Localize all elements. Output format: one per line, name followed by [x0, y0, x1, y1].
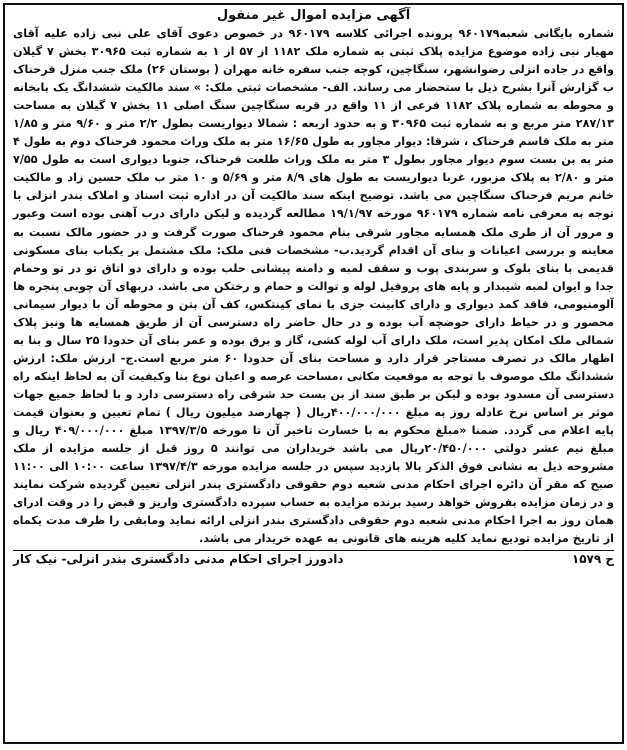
- notice-footer: [13, 551, 614, 568]
- footer-reference: ح ۱۵۷۹: [571, 552, 614, 567]
- notice-title: آگهی مزایده اموال غیر منقول: [216, 8, 411, 23]
- auction-notice: [3, 3, 624, 744]
- notice-body: شماره بایگانی شعبه۹۶۰۱۷۹ پرونده اجرائی کلاسه ۹۶۰۱۷۹ در خصوص دعوی آقای علی نبی زاده علیه آقای مهیار نبی زاده موضوع مزایده پلاک ثبتی به شماره ملک ۱۱۸۲ از ۵۷ از ۱ به شماره ثبت ۳۰۹۶۵ بخش ۷ گیلان واقع در جاده انزلی رضوانشهر، سنگاچین، کوچه جنب سفره خانه مهران ( بوستان ۲۶) ملک جنب منزل فرحناک ب گزارش آنرا بشرح ذیل با ستحضار می رساند. الف- مشخصات ثبتی ملک: » سند مالکیت ششدانگ یک بابخانه و محوطه به شماره پلاک ۱۱۸۲ فرعی از ۱۱ واقع در قریه سنگاچین سنگ اصلی ۱۱ بخش ۷ گیلان به مساحت ۲۸۷/۱۳ متر مربع و به شماره ثبت ۳۰۹۶۵ و به حدود اربعه : شمالا دیواریست بطول ۲/۲ متر و ۹/۶۰ متر و ۱/۸۵ متر به ملک قاسم فرحناک ، شرقا: دیوار مجاور به طول ۱۶/۶۵ متر به ملک وراث محمود فرحناک دوم به طول ۴ متر به بن بست سوم دیوار مجاور بطول ۳ متر به ملک وراث طلعت فرحناک، جنوبا دیواری است به طول ۷/۵۵ متر و ۲/۸۰ به پلاک مزبور، غربا دیواریست به طول های ۸/۹ متر و ۵/۶۹ و ۱۰ متر ب ملک حسین زاد و مالکیت خانم مریم فرحناک سنگاچین می باشد. توضیح اینکه سند مالکیت آن در اداره ثبت اسناد و املاک بندر انزلی با توجه به معرفی نامه شماره ۹۶۰۱۷۹ مورخه ۱۹/۱/۹۷ مطالعه گردیده و لیکن دارای درب آهنی بوده است وعبور و مرور آن از طری ملک همسایه مجاور شرقی بنام محمود فرحناک صورت گرفت و در حضور مالک نسبت به معاینه و بررسی اعیانات و بنای آن اقدام گردید.ب- مشخصات فنی ملک: ملک مشتمل بر یکباب بنای مسکونی قدیمی با بنای بلوک و سربندی پوب و سقف لمبه و دامنه پیشانی حلب بوده و دارای دو اتاق تو در تو وحمام جدا و ایوان لمبه شیبدار و پایه های پروفیل لوله و توالت و حمام و رختکن می باشد. دربهای آن چوبی پنجره ها آلومنیومی، فاقد کمد دیواری و دارای کابینت جزی با نمای کینتکس، کف آن بتن و محوطه آن با دیوار سیمانی محصور و در حیاط دارای حوضچه آب بوده و در حال حاضر راه دسترسی آن از طریق همسایه ها ونیز پلاک شمالی ملک امکان پذیر است، ملک دارای آب لوله کشی، گاز و برق بوده و عمر بنای آن حدودا ۲۵ سال و بنا به اظهار مالک در تصرف مستاجر قرار دارد و مساحت بنای آن حدودا ۶۰ متر مربع است.ج- ارزش ملک: ارزش ششدانگ ملک موصوف با توجه به موقعیت مکانی ،مساحت عرصه و اعیان نوع بنا وکیفیت آن به لحاظ اینکه راه دسترسی آن مسدود بوده و لیکن بر طبق سند از بن بست حد شرقی راه دسترسی دارد و با لحاظ جمیع جهات موثر بر اساس نرخ عادله روز به مبلغ ۴۰۰/۰۰۰/۰۰۰ریال ( چهارصد میلیون ریال ) تمام تعیین و بعنوان قیمت پایه اعلام می گردد. ضمنا «مبلغ محکوم به با خسارت تاخیر آن تا مورخه ۱۳۹۷/۳/۵ مبلغ ۴۰۹/۰۰۰/۰۰۰ ریال و مبلغ نیم عشر دولتی ۲۰/۴۵۰/۰۰۰ریال می باشد خریداران می توانند ۵ روز قبل از جلسه مزایده از ملک مشروحه ذیل به نشانی فوق الذکر بالا بازدید سپس در جلسه مزایده مورخه ۱۳۹۷/۴/۳ ساعت ۱۰:۰۰ الی ۱۱:۰۰ صبح که مقر آن دائره اجرای احکام مدنی شعبه دوم حقوقی دادگستری بندر انزلی تعیین گردیده شرکت نمایند و در زمان مزایده بفروش خواهد رسید برنده مزایده به حساب سپرده دادگستری واریز و قبض را در وقت ادرای همان روز به اجرا احکام مدنی شعبه دوم حقوقی دادگستری بندر انزلی ارائه نماید ومابقی را ظرف مدت یکماه از تاریخ مزایده تودیع نماید کلیه هزینه های قانونی به عهده خریدار می باشد.: [13, 27, 615, 546]
- footer-signature: دادورز اجرای احکام مدنی دادگستری بندر انزلی- نیک کار: [13, 552, 344, 567]
